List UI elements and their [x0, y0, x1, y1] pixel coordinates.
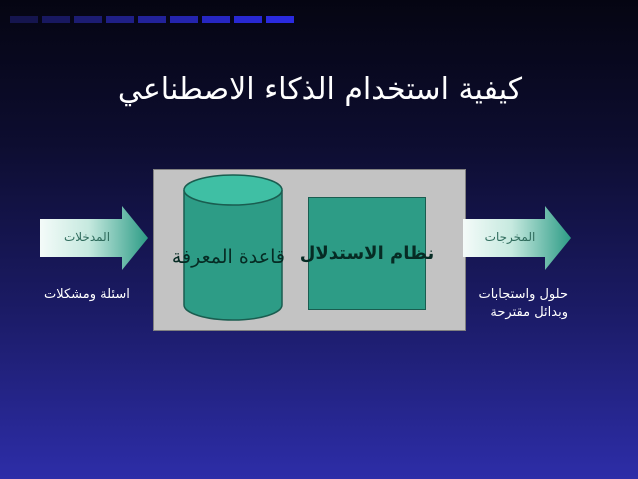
- dash-segment: [266, 16, 294, 23]
- dash-segment: [106, 16, 134, 23]
- dash-segment: [42, 16, 70, 23]
- inputs-label: المدخلات: [63, 230, 111, 244]
- decorative-dash-bar: [10, 16, 294, 23]
- inputs-note: اسئلة ومشكلات: [44, 287, 130, 302]
- knowledge-base-label: قاعدة المعرفة: [171, 246, 285, 268]
- dash-segment: [10, 16, 38, 23]
- slide-title: كيفية استخدام الذكاء الاصطناعي: [117, 72, 523, 107]
- dash-segment: [234, 16, 262, 23]
- outputs-note-line2: وبدائل مقترحة: [490, 305, 568, 320]
- dash-segment: [138, 16, 166, 23]
- inference-engine-label: نظام الاستدلال: [299, 243, 435, 264]
- inference-engine-box: [299, 197, 435, 310]
- outputs-label: المخرجات: [484, 230, 536, 244]
- dash-segment: [170, 16, 198, 23]
- dash-segment: [74, 16, 102, 23]
- dash-segment: [202, 16, 230, 23]
- outputs-note-line1: حلول واستجابات: [478, 287, 568, 302]
